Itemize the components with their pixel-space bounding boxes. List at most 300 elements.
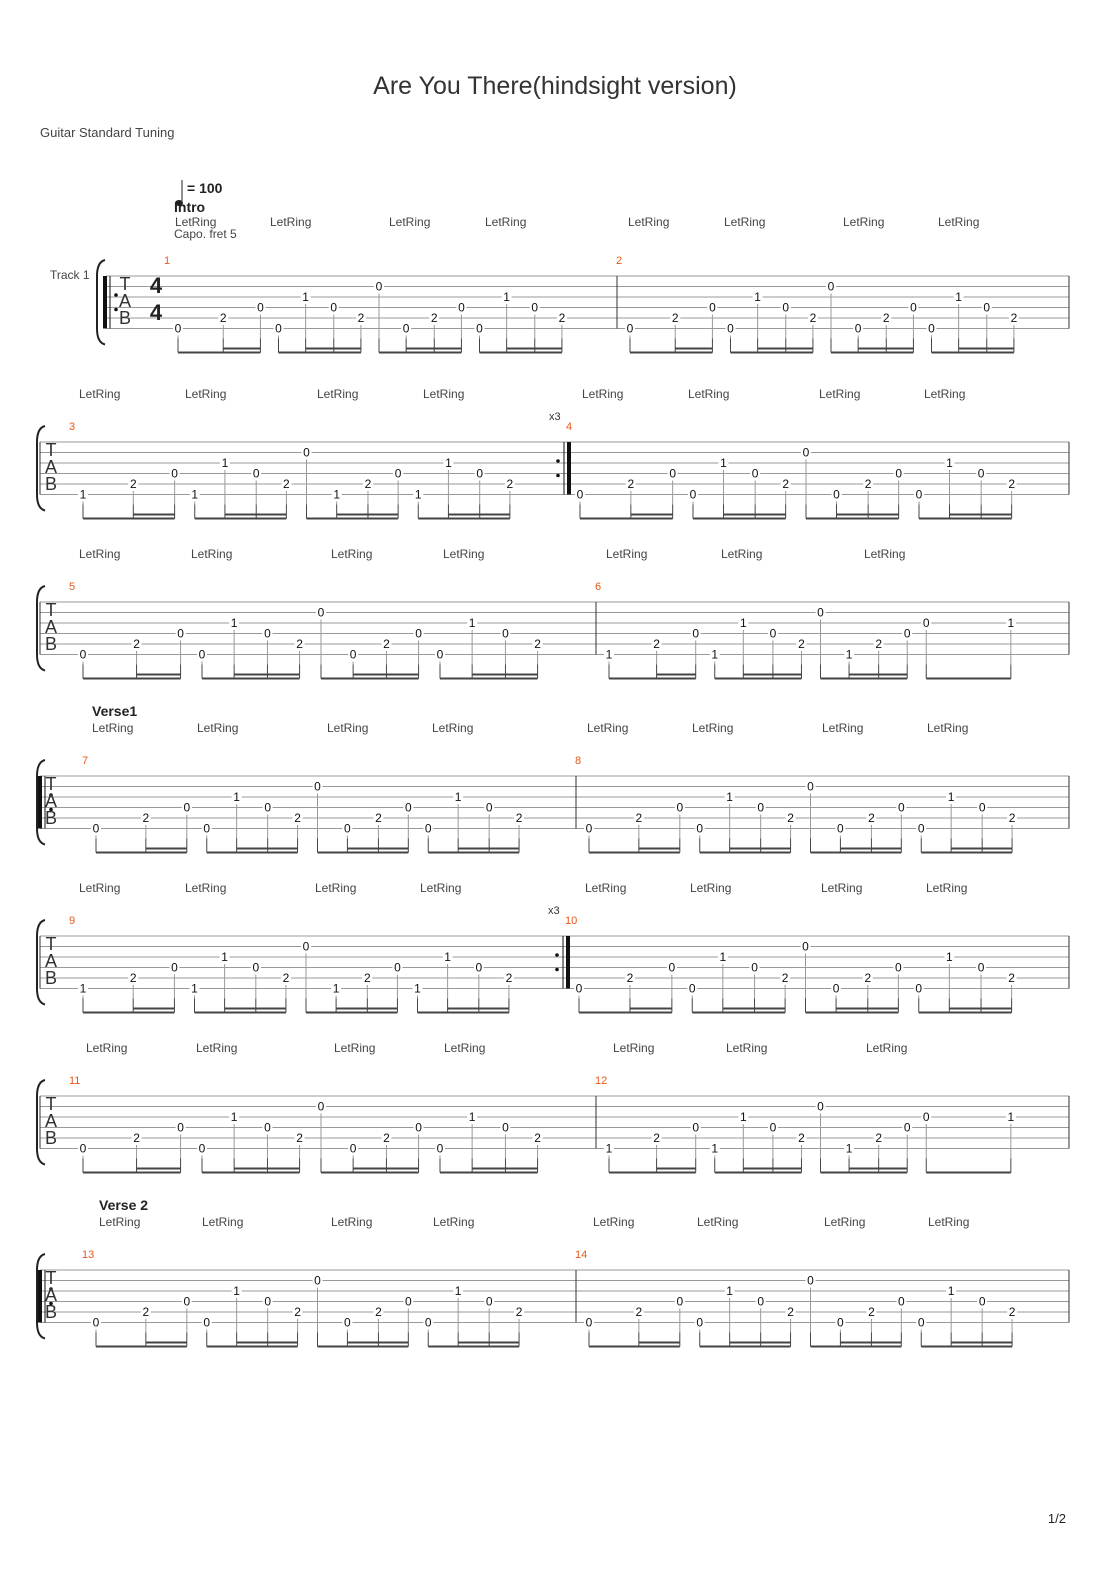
- fret-number: 0: [897, 800, 905, 815]
- capo-label: Capo. fret 5: [174, 227, 237, 241]
- tab-system-5: [37, 920, 1069, 1013]
- section-label-intro: Intro: [174, 199, 206, 215]
- fret-number: 1: [221, 950, 228, 964]
- repeat-end-thick: [566, 936, 570, 989]
- fret-number: 2: [383, 1131, 390, 1145]
- fret-number: 2: [864, 477, 872, 491]
- fret-number: 0: [977, 466, 985, 481]
- let-ring-label: LetRing: [866, 1041, 908, 1055]
- tab-clef-letter: A: [44, 457, 58, 477]
- system-bracket: [37, 586, 45, 671]
- let-ring-label: LetRing: [423, 387, 465, 401]
- fret-number: 0: [575, 981, 583, 996]
- fret-number: 1: [711, 647, 719, 662]
- repeat-dot: [114, 293, 118, 297]
- measure-number: 6: [595, 581, 602, 593]
- let-ring-label: LetRing: [79, 881, 121, 895]
- fret-number: 0: [977, 960, 985, 975]
- let-ring-label: LetRing: [692, 721, 734, 735]
- fret-number: 1: [332, 981, 340, 996]
- measure-number: 4: [566, 421, 573, 433]
- tab-system-6: [37, 1080, 1069, 1173]
- fret-number: 0: [476, 321, 483, 336]
- fret-number: 1: [947, 1284, 955, 1298]
- let-ring-label: LetRing: [334, 1041, 376, 1055]
- fret-number: 0: [485, 1294, 493, 1309]
- fret-number: 2: [283, 477, 290, 491]
- fret-number: 1: [946, 456, 953, 470]
- tempo-marking: = 100: [187, 180, 223, 196]
- fret-number: 1: [468, 616, 476, 630]
- fret-number: 0: [317, 605, 325, 620]
- fret-number: 0: [802, 445, 810, 460]
- let-ring-label: LetRing: [688, 387, 730, 401]
- fret-number: 1: [719, 950, 727, 964]
- fret-number: 1: [414, 981, 421, 996]
- let-ring-label: LetRing: [331, 547, 373, 561]
- tab-system-3: [37, 586, 1069, 679]
- tab-clef-letter: B: [44, 968, 58, 988]
- fret-number: 2: [296, 1131, 303, 1145]
- tab-clef-letter: B: [44, 808, 58, 828]
- measure-number: 11: [69, 1075, 81, 1087]
- measure-number: 5: [69, 581, 76, 593]
- fret-number: 0: [978, 800, 986, 815]
- let-ring-label: LetRing: [79, 547, 121, 561]
- fret-number: 0: [928, 321, 935, 336]
- fret-number: 0: [669, 466, 677, 481]
- fret-number: 0: [436, 1141, 444, 1156]
- fret-number: 0: [917, 1315, 925, 1330]
- fret-number: 2: [142, 1305, 150, 1319]
- fret-number: 0: [314, 1273, 321, 1288]
- track-name: Track 1: [50, 268, 90, 282]
- section-label: Verse 2: [99, 1197, 149, 1213]
- let-ring-label: LetRing: [697, 1215, 739, 1229]
- let-ring-label: LetRing: [92, 721, 134, 735]
- fret-number: 2: [635, 811, 643, 825]
- fret-number: 0: [92, 821, 100, 836]
- tab-clef-letter: A: [44, 617, 58, 637]
- fret-number: 0: [257, 300, 264, 315]
- fret-number: 0: [910, 300, 917, 315]
- fret-number: 0: [915, 487, 923, 502]
- let-ring-label: LetRing: [585, 881, 627, 895]
- let-ring-label: LetRing: [582, 387, 624, 401]
- measure-number: 8: [575, 755, 582, 767]
- fret-number: 0: [79, 1141, 87, 1156]
- measure-number: 10: [565, 915, 578, 927]
- let-ring-label: LetRing: [270, 215, 312, 229]
- fret-number: 0: [92, 1315, 100, 1330]
- fret-number: 2: [558, 311, 566, 325]
- let-ring-label: LetRing: [843, 215, 885, 229]
- fret-number: 0: [183, 1294, 191, 1309]
- measure-number: 14: [575, 1249, 588, 1261]
- fret-number: 0: [302, 939, 310, 954]
- fret-number: 1: [333, 487, 341, 502]
- fret-number: 0: [252, 466, 260, 481]
- fret-number: 1: [79, 981, 87, 996]
- fret-number: 2: [875, 637, 883, 651]
- let-ring-label: LetRing: [196, 1041, 238, 1055]
- tab-clef-letter: B: [118, 308, 132, 328]
- fret-number: 0: [404, 800, 412, 815]
- fret-number: 0: [626, 321, 634, 336]
- let-ring-label: LetRing: [99, 1215, 141, 1229]
- fret-number: 2: [219, 311, 227, 325]
- fret-number: 0: [903, 1120, 911, 1135]
- tab-clef-letter: T: [119, 274, 131, 294]
- fret-number: 1: [1007, 616, 1015, 630]
- fret-number: 2: [798, 637, 805, 651]
- fret-number: 1: [711, 1141, 719, 1156]
- let-ring-label: LetRing: [86, 1041, 128, 1055]
- tab-clef-letter: T: [45, 440, 57, 460]
- fret-number: 2: [782, 477, 790, 491]
- tab-clef-letter: A: [44, 791, 58, 811]
- fret-number: 0: [676, 1294, 684, 1309]
- fret-number: 0: [436, 647, 444, 662]
- let-ring-label: LetRing: [389, 215, 431, 229]
- fret-number: 0: [676, 800, 684, 815]
- fret-number: 0: [769, 626, 777, 641]
- fret-number: 0: [983, 300, 991, 315]
- fret-number: 0: [807, 779, 814, 794]
- fret-number: 0: [585, 821, 593, 836]
- tab-clef-letter: T: [45, 600, 57, 620]
- fret-number: 0: [817, 1099, 824, 1114]
- fret-number: 0: [827, 279, 835, 294]
- let-ring-label: LetRing: [690, 881, 732, 895]
- section-label: Verse1: [92, 703, 138, 719]
- fret-number: 2: [133, 637, 140, 651]
- fret-number: 0: [692, 626, 700, 641]
- let-ring-label: LetRing: [444, 1041, 486, 1055]
- tab-clef-letter: B: [44, 634, 58, 654]
- fret-number: 0: [314, 779, 321, 794]
- fret-number: 0: [585, 1315, 593, 1330]
- repeat-start-thick: [38, 776, 42, 829]
- fret-number: 1: [739, 1110, 747, 1124]
- fret-number: 1: [845, 1141, 853, 1156]
- fret-number: 0: [782, 300, 790, 315]
- fret-number: 2: [375, 811, 382, 825]
- fret-number: 0: [917, 821, 925, 836]
- fret-number: 0: [264, 1294, 272, 1309]
- fret-number: 0: [807, 1273, 814, 1288]
- let-ring-label: LetRing: [185, 387, 227, 401]
- let-ring-label: LetRing: [197, 721, 239, 735]
- fret-number: 2: [129, 971, 137, 985]
- fret-number: 0: [833, 487, 840, 502]
- fret-number: 1: [605, 647, 613, 662]
- fret-number: 1: [445, 456, 452, 470]
- let-ring-label: LetRing: [175, 215, 217, 229]
- fret-number: 1: [726, 790, 733, 804]
- tab-clef-letter: T: [45, 1268, 57, 1288]
- fret-number: 2: [383, 637, 390, 651]
- fret-number: 0: [349, 647, 357, 662]
- measure-number: 9: [69, 915, 76, 927]
- fret-number: 2: [1008, 971, 1015, 985]
- fret-number: 2: [534, 637, 541, 651]
- fret-number: 0: [576, 487, 584, 502]
- fret-number: 0: [727, 321, 734, 336]
- fret-number: 2: [294, 811, 301, 825]
- fret-number: 0: [424, 821, 432, 836]
- fret-number: 0: [375, 279, 383, 294]
- tab-system-4: [37, 760, 1069, 853]
- fret-number: 0: [915, 981, 923, 996]
- fret-number: 1: [1007, 1110, 1015, 1124]
- fret-number: 2: [1008, 1305, 1016, 1319]
- fret-number: 2: [626, 971, 634, 985]
- fret-number: 0: [330, 300, 338, 315]
- tab-clef-letter: A: [118, 291, 132, 311]
- fret-number: 2: [294, 1305, 301, 1319]
- fret-number: 0: [203, 821, 211, 836]
- let-ring-label: LetRing: [927, 721, 969, 735]
- let-ring-label: LetRing: [928, 1215, 970, 1229]
- fret-number: 0: [769, 1120, 777, 1135]
- fret-number: 0: [177, 626, 184, 641]
- fret-number: 0: [854, 321, 862, 336]
- fret-number: 0: [689, 487, 697, 502]
- fret-number: 2: [375, 1305, 382, 1319]
- fret-number: 2: [864, 971, 872, 985]
- fret-number: 1: [605, 1141, 613, 1156]
- let-ring-label: LetRing: [485, 215, 527, 229]
- fret-number: 2: [671, 311, 679, 325]
- fret-number: 2: [787, 811, 794, 825]
- fret-number: 0: [832, 981, 840, 996]
- measure-number: 12: [595, 1075, 608, 1087]
- let-ring-label: LetRing: [628, 215, 670, 229]
- repeat-count: x3: [549, 411, 561, 423]
- fret-number: 0: [394, 466, 402, 481]
- fret-number: 0: [424, 1315, 432, 1330]
- fret-number: 0: [344, 821, 351, 836]
- repeat-dot: [555, 953, 559, 957]
- fret-number: 2: [515, 811, 523, 825]
- fret-number: 0: [198, 1141, 206, 1156]
- fret-number: 1: [468, 1110, 476, 1124]
- fret-number: 0: [475, 960, 483, 975]
- fret-number: 0: [198, 647, 206, 662]
- let-ring-label: LetRing: [606, 547, 648, 561]
- fret-number: 0: [264, 626, 271, 641]
- repeat-start-thick: [103, 276, 107, 329]
- let-ring-label: LetRing: [185, 881, 227, 895]
- fret-number: 0: [171, 466, 178, 481]
- tab-clef-letter: B: [44, 1302, 58, 1322]
- fret-number: 0: [757, 800, 765, 815]
- fret-number: 0: [79, 647, 87, 662]
- fret-number: 0: [502, 626, 509, 641]
- fret-number: 2: [133, 1131, 140, 1145]
- fret-number: 0: [177, 1120, 184, 1135]
- fret-number: 1: [444, 950, 451, 964]
- repeat-dot: [556, 474, 560, 478]
- fret-number: 1: [726, 1284, 733, 1298]
- fret-number: 1: [739, 616, 747, 630]
- let-ring-label: LetRing: [726, 1041, 768, 1055]
- tab-system-1: [97, 260, 1069, 353]
- fret-number: 2: [129, 477, 137, 491]
- repeat-count: x3: [548, 905, 560, 917]
- tab-clef-letter: A: [44, 951, 58, 971]
- fret-number: 2: [635, 1305, 643, 1319]
- tab-clef-letter: A: [44, 1285, 58, 1305]
- fret-number: 0: [349, 1141, 357, 1156]
- repeat-start-thick: [38, 1270, 42, 1323]
- fret-number: 2: [781, 971, 789, 985]
- fret-number: 0: [402, 321, 410, 336]
- measure-number: 7: [82, 755, 89, 767]
- let-ring-label: LetRing: [724, 215, 766, 229]
- fret-number: 0: [476, 466, 484, 481]
- fret-number: 2: [506, 477, 514, 491]
- fret-number: 0: [922, 616, 930, 630]
- measure-number: 2: [616, 255, 623, 267]
- let-ring-label: LetRing: [79, 387, 121, 401]
- tab-system-2: [37, 426, 1069, 519]
- fret-number: 0: [895, 466, 903, 481]
- fret-number: 2: [1008, 811, 1016, 825]
- fret-number: 0: [817, 605, 824, 620]
- fret-number: 2: [142, 811, 150, 825]
- fret-number: 0: [264, 1120, 271, 1135]
- fret-number: 1: [221, 456, 229, 470]
- repeat-end-thick: [567, 442, 571, 495]
- fret-number: 2: [798, 1131, 805, 1145]
- tab-clef-letter: A: [44, 1111, 58, 1131]
- fret-number: 0: [696, 821, 704, 836]
- fret-number: 2: [1010, 311, 1018, 325]
- fret-number: 0: [183, 800, 191, 815]
- fret-number: 1: [233, 790, 240, 804]
- fret-number: 0: [837, 1315, 844, 1330]
- fret-number: 2: [1008, 477, 1016, 491]
- fret-number: 1: [191, 981, 198, 996]
- tab-clef-letter: T: [45, 1094, 57, 1114]
- let-ring-label: LetRing: [587, 721, 629, 735]
- fret-number: 2: [653, 637, 660, 651]
- fret-number: 2: [875, 1131, 883, 1145]
- tab-clef-letter: T: [45, 934, 57, 954]
- fret-number: 2: [505, 971, 513, 985]
- fret-number: 2: [787, 1305, 794, 1319]
- fret-number: 2: [882, 311, 890, 325]
- fret-number: 1: [503, 290, 510, 304]
- tab-clef-letter: B: [44, 474, 58, 494]
- fret-number: 2: [653, 1131, 660, 1145]
- fret-number: 2: [868, 811, 875, 825]
- fret-number: 0: [688, 981, 696, 996]
- fret-number: 0: [203, 1315, 211, 1330]
- let-ring-label: LetRing: [420, 881, 462, 895]
- fret-number: 0: [415, 626, 422, 641]
- fret-number: 0: [922, 1110, 930, 1124]
- fret-number: 1: [230, 1110, 238, 1124]
- fret-number: 0: [415, 1120, 422, 1135]
- fret-number: 2: [296, 637, 303, 651]
- fret-number: 0: [837, 821, 844, 836]
- tuning-label: Guitar Standard Tuning: [40, 125, 175, 140]
- fret-number: 1: [955, 290, 962, 304]
- let-ring-label: LetRing: [331, 1215, 373, 1229]
- let-ring-label: LetRing: [327, 721, 369, 735]
- fret-number: 2: [868, 1305, 875, 1319]
- page-number: 1/2: [1047, 1511, 1066, 1526]
- fret-number: 2: [364, 477, 372, 491]
- fret-number: 0: [709, 300, 716, 315]
- let-ring-label: LetRing: [317, 387, 359, 401]
- let-ring-label: LetRing: [819, 387, 861, 401]
- fret-number: 2: [809, 311, 817, 325]
- fret-number: 0: [275, 321, 282, 336]
- let-ring-label: LetRing: [938, 215, 980, 229]
- fret-number: 2: [282, 971, 290, 985]
- fret-number: 0: [903, 626, 911, 641]
- fret-number: 0: [978, 1294, 986, 1309]
- let-ring-label: LetRing: [593, 1215, 635, 1229]
- let-ring-label: LetRing: [315, 881, 357, 895]
- song-title: Are You There(hindsight version): [373, 72, 737, 100]
- fret-number: 0: [264, 800, 272, 815]
- fret-number: 1: [945, 950, 953, 964]
- let-ring-label: LetRing: [191, 547, 233, 561]
- fret-number: 0: [895, 960, 902, 975]
- fret-number: 0: [502, 1120, 509, 1135]
- fret-number: 0: [171, 960, 178, 975]
- measure-number: 1: [164, 255, 171, 267]
- time-signature-top: 4: [149, 273, 163, 298]
- fret-number: 2: [534, 1131, 541, 1145]
- fret-number: 0: [303, 445, 310, 460]
- measure-number: 13: [82, 1249, 95, 1261]
- let-ring-label: LetRing: [432, 721, 474, 735]
- fret-number: 2: [357, 311, 365, 325]
- fret-number: 0: [751, 466, 759, 481]
- fret-number: 1: [845, 647, 853, 662]
- fret-number: 0: [317, 1099, 325, 1114]
- fret-number: 0: [696, 1315, 704, 1330]
- let-ring-label: LetRing: [926, 881, 968, 895]
- fret-number: 0: [897, 1294, 905, 1309]
- fret-number: 1: [302, 290, 309, 304]
- fret-number: 0: [692, 1120, 700, 1135]
- fret-number: 1: [454, 1284, 462, 1298]
- fret-number: 0: [802, 939, 809, 954]
- fret-number: 1: [233, 1284, 240, 1298]
- fret-number: 0: [668, 960, 676, 975]
- fret-number: 0: [485, 800, 493, 815]
- tab-clef-letter: B: [44, 1128, 58, 1148]
- time-signature-bottom: 4: [149, 300, 163, 325]
- let-ring-label: LetRing: [821, 881, 863, 895]
- fret-number: 0: [404, 1294, 412, 1309]
- tab-system-7: [37, 1254, 1069, 1347]
- let-ring-label: LetRing: [721, 547, 763, 561]
- repeat-dot: [556, 459, 560, 463]
- fret-number: 1: [191, 487, 199, 502]
- system-bracket: [37, 920, 45, 1005]
- repeat-dot: [555, 968, 559, 972]
- fret-number: 0: [751, 960, 758, 975]
- let-ring-label: LetRing: [433, 1215, 475, 1229]
